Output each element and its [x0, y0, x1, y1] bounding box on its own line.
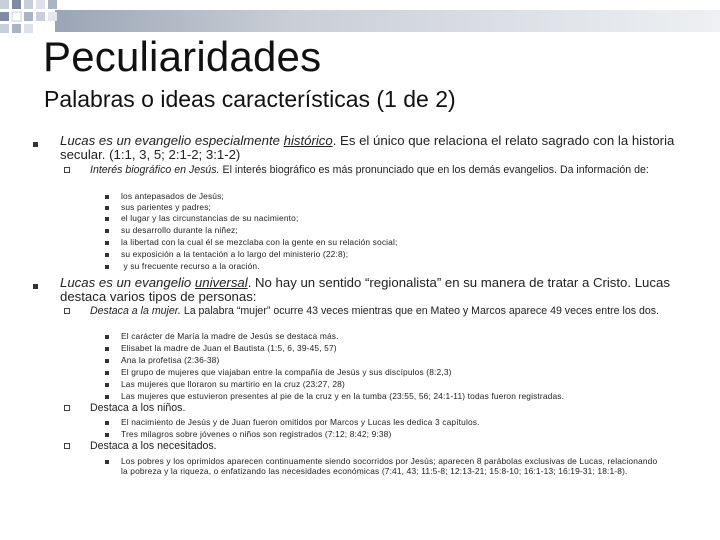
level3-bullet [105, 253, 109, 257]
level2-bullet [64, 167, 70, 173]
detail-item: Elisabet la madre de Juan el Bautista (1:5, 6, 39-45, 57) [121, 343, 337, 353]
level3-bullet [105, 371, 109, 375]
slide-subtitle: Palabras o ideas características (1 de 2) [44, 86, 456, 112]
level2-bullet [64, 308, 70, 314]
sub-1-1-text: Interés biográfico en Jesús. El interés biográfico es más pronunciado que en los demás evangelios. Da información de: [90, 164, 649, 176]
level3-bullet [105, 395, 109, 399]
detail-item: Ana la profetisa (2:36-38) [121, 355, 220, 365]
point-2-text: Lucas es un evangelio universal. No hay un sentido “regionalista” en su manera de tratar a Cristo. Lucas destaca varios tipos de personas: [60, 275, 670, 304]
level3-bullet [105, 229, 109, 233]
detail-item: los antepasados de Jesús; [121, 191, 224, 201]
level3-bullet [105, 265, 109, 269]
slide-title: Peculiaridades [43, 33, 322, 80]
sub-2-1-text: Destaca a la mujer. La palabra “mujer” ocurre 43 veces mientras que en Mateo y Marcos aparece 49 veces entre los dos. [90, 305, 660, 317]
sub-2-3-text: Destaca a los necesitados. [90, 440, 217, 452]
point-1-text: Lucas es un evangelio especialmente histórico. Es el único que relaciona el relato sagrado con la historia secular. (1:1, 3, 5; 2:1-2; 3:1-2) [60, 133, 675, 162]
level3-bullet [105, 206, 109, 210]
detail-item: y su frecuente recurso a la oración. [121, 261, 260, 271]
level3-bullet [105, 460, 109, 464]
level3-bullet [105, 335, 109, 339]
level2-bullet [64, 405, 70, 411]
detail-item: el lugar y las circunstancias de su nacimiento; [121, 213, 299, 223]
detail-item: El carácter de María la madre de Jesús se destaca más. [121, 331, 339, 341]
detail-item: El grupo de mujeres que viajaban entre la compañía de Jesús y sus discípulos (8:2,3) [121, 367, 452, 377]
level3-bullet [105, 383, 109, 387]
level3-bullet [105, 433, 109, 437]
detail-item: El nacimiento de Jesús y de Juan fueron omitidos por Marcos y Lucas les dedica 3 capítulos. [121, 417, 480, 427]
sub-2-2-text: Destaca a los niños. [90, 402, 186, 414]
level3-bullet [105, 359, 109, 363]
detail-item: Las mujeres que lloraron su martirio en la cruz (23:27, 28) [121, 379, 345, 389]
level3-bullet [105, 421, 109, 425]
detail-item: la libertad con la cual él se mezclaba con la gente en su relación social; [121, 237, 398, 247]
level1-bullet [33, 284, 38, 289]
level2-bullet [64, 443, 70, 449]
level3-bullet [105, 347, 109, 351]
level3-bullet [105, 241, 109, 245]
level3-bullet [105, 217, 109, 221]
level1-bullet [33, 142, 38, 147]
level3-bullet [105, 195, 109, 199]
detail-item: su exposición a la tentación a lo largo del ministerio (22:8); [121, 249, 349, 259]
detail-item: Tres milagros sobre jóvenes o niños son registrados (7:12; 8:42; 9:38) [121, 429, 392, 439]
detail-item: sus parientes y padres; [121, 202, 212, 212]
detail-item: su desarrollo durante la niñez; [121, 225, 238, 235]
detail-item: Los pobres y los oprimidos aparecen continuamente siendo socorridos por Jesús; aparecen 8 parábolas exclusivas de Lucas, relacionando la pobreza y la riqueza, o enfatizando las necesidades económicas (7:41, 43; 11:5-8; 12:13-21; 15:8-10; 16:1-13; 16:19-31; 18:1-8). [121, 456, 658, 476]
detail-item: Las mujeres que estuvieron presentes al pie de la cruz y en la tumba (23:55, 56; 24:1-11) todas fueron registradas. [121, 391, 565, 401]
